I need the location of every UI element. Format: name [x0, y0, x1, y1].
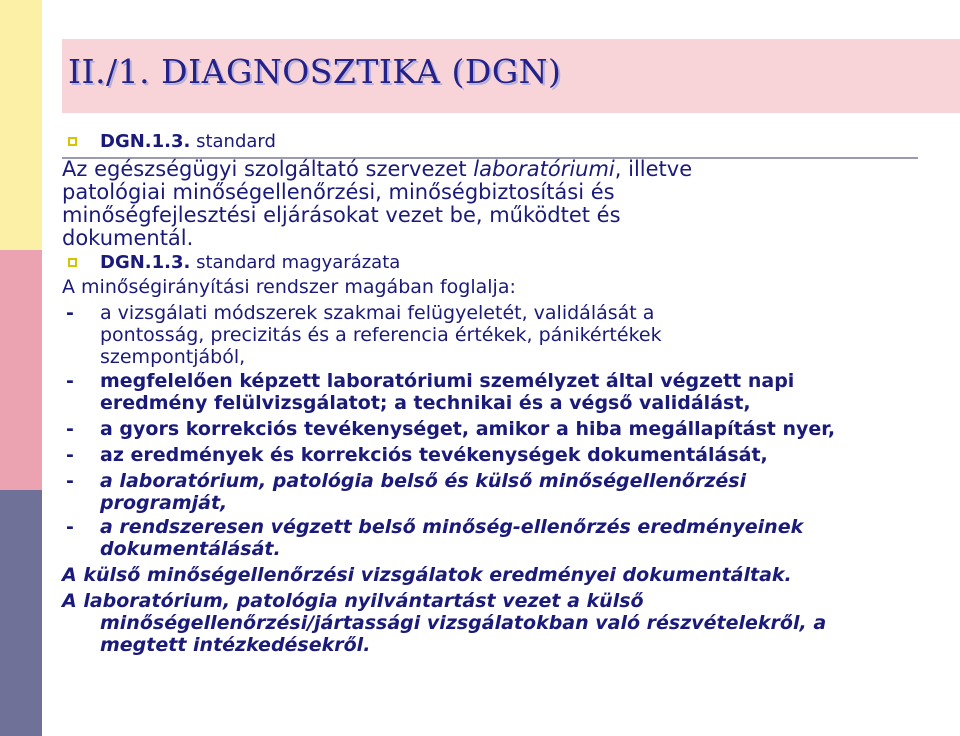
dash-marker: - [66, 516, 74, 538]
explanation-code: DGN.1.3. [100, 252, 191, 273]
dash-marker: - [66, 470, 74, 492]
item1-line2: pontosság, precizitás és a referencia értékek, pánikértékek [100, 324, 662, 346]
item6-line1: a rendszeresen végzett belső minőség-ellenőrzés eredményeinek [100, 516, 804, 538]
system-intro: A minőségirányítási rendszer magában foglalja: [62, 276, 516, 298]
bullet-square-icon [68, 258, 77, 267]
standard-text-part2: , illetve [614, 157, 693, 181]
decor-bar-pink [0, 250, 42, 490]
bullet-square-icon [68, 137, 77, 146]
item5-line1: a laboratórium, patológia belső és külső minőségellenőrzési [100, 470, 747, 492]
dash-marker: - [66, 370, 74, 392]
standard-code: DGN.1.3. [100, 131, 191, 152]
standard-text-part1: Az egészségügyi szolgáltató szervezet [62, 157, 474, 181]
explanation-heading [100, 252, 400, 274]
standard-text-line3: minőségfejlesztési eljárásokat vezet be, működtet és [62, 203, 621, 227]
item3: a gyors korrekciós tevékenységet, amikor a hiba megállapítást nyer, [100, 418, 836, 440]
dash-marker: - [66, 418, 74, 440]
item2-line1: megfelelően képzett laboratóriumi személyzet által végzett napi [100, 370, 795, 392]
item4: az eredmények és korrekciós tevékenységek dokumentálását, [100, 444, 768, 466]
item1-line1: a vizsgálati módszerek szakmai felügyeletét, validálását a [100, 302, 655, 324]
standard-word: standard [190, 131, 276, 152]
item1-line3: szempontjából, [100, 346, 246, 368]
standard-text-line2: patológiai minőségellenőrzési, minőségbiztosítási és [62, 180, 615, 204]
standard-text-italic: laboratóriumi [473, 157, 615, 181]
decor-bar-yellow [0, 0, 42, 250]
dash-marker: - [66, 444, 74, 466]
item2-line2: eredmény felülvizsgálatot; a technikai és a végső validálást, [100, 392, 751, 414]
standard-label [100, 131, 276, 153]
slide-title: II./1. DIAGNOSZTIKA (DGN) [68, 52, 562, 91]
lab-records-line3: megtett intézkedésekről. [100, 634, 371, 656]
lab-records-line1: A laboratórium, patológia nyilvántartást vezet a külső [62, 590, 644, 612]
standard-text-line4: dokumentál. [62, 226, 194, 250]
standard-text-line1 [62, 158, 692, 180]
external-results-statement: A külső minőségellenőrzési vizsgálatok eredményei dokumentáltak. [62, 564, 792, 586]
explanation-rest: standard magyarázata [190, 252, 401, 273]
dash-marker: - [66, 302, 74, 324]
decor-bar-blue [0, 490, 42, 736]
lab-records-line2: minőségellenőrzési/jártassági vizsgálatokban való részvételekről, a [100, 612, 827, 634]
item6-line2: dokumentálását. [100, 538, 281, 560]
item5-line2: programját, [100, 492, 228, 514]
